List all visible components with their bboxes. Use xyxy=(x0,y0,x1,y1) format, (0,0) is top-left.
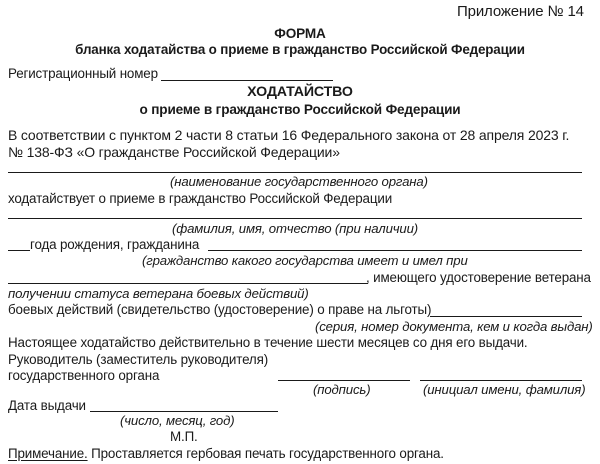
veteran-cert-text: , имеющего удостоверение ветерана xyxy=(366,270,591,285)
form-title: ФОРМА xyxy=(274,26,326,41)
petition-subtitle: о приеме в гражданство Российской Федерации xyxy=(139,102,461,117)
hint-citizenship-2: получении статуса ветерана боевых действий) xyxy=(8,286,309,301)
document-line xyxy=(430,316,582,317)
head-line-1: Руководитель (заместитель руководителя) xyxy=(8,352,269,367)
citizenship-line-2 xyxy=(8,283,368,284)
hint-fio: (фамилия, имя, отчество (при наличии) xyxy=(172,221,419,236)
hint-citizenship-1: (гражданство какого государства имеет и имел при xyxy=(142,253,468,268)
birth-year-line xyxy=(8,250,30,251)
signature-line xyxy=(278,380,410,381)
appendix-number: Приложение № 14 xyxy=(457,3,584,20)
hint-initials: (инициал имени, фамилия) xyxy=(423,382,586,397)
hint-authority: (наименование государственного органа) xyxy=(170,174,428,189)
intro-line-1: В соответствии с пунктом 2 части 8 статьи 16 Федерального закона от 28 апреля 2023 г. xyxy=(8,127,570,143)
petitions-text: ходатайствует о приеме в гражданство Российской Федерации xyxy=(8,191,393,206)
hint-signature: (подпись) xyxy=(313,382,371,397)
note xyxy=(8,446,444,461)
reg-number-label: Регистрационный номер xyxy=(8,66,158,81)
citizenship-line-1 xyxy=(208,250,582,251)
note-label: Примечание. xyxy=(8,446,88,461)
form-subtitle: бланка ходатайства о приеме в гражданство Российской Федерации xyxy=(75,42,525,57)
initials-line xyxy=(420,380,582,381)
reg-number-line xyxy=(161,80,333,81)
intro-line-2: № 138-ФЗ «О гражданстве Российской Федерации» xyxy=(8,144,340,160)
note-text: Проставляется гербовая печать государственного органа. xyxy=(91,446,444,461)
issue-date-label: Дата выдачи xyxy=(8,398,86,413)
head-line-2: государственного органа xyxy=(8,368,160,383)
fio-line xyxy=(8,218,582,219)
hint-date: (число, месяц, год) xyxy=(120,413,235,428)
petition-title: ХОДАТАЙСТВО xyxy=(247,84,353,100)
authority-line xyxy=(8,172,582,173)
combat-text: боевых действий (свидетельство (удостоверение) о праве на льготы) xyxy=(8,302,432,317)
seal-mark: М.П. xyxy=(170,429,198,444)
birth-year-text: года рождения, гражданина xyxy=(30,237,200,252)
issue-date-line xyxy=(90,411,278,412)
hint-document: (серия, номер документа, кем и когда выдан) xyxy=(315,319,593,334)
validity-text: Настоящее ходатайство действительно в течение шести месяцев со дня его выдачи. xyxy=(8,335,528,350)
